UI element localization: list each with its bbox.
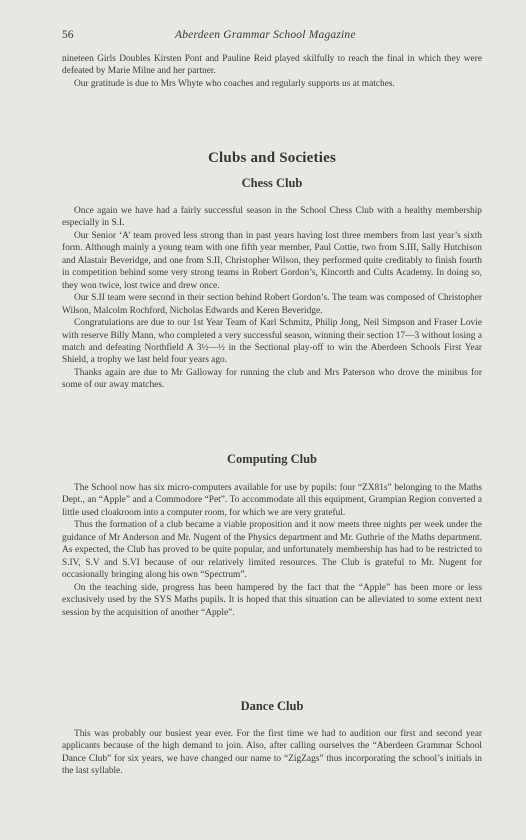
chess-paragraph-5: Thanks again are due to Mr Galloway for running the club and Mrs Paterson who drove the minibus for some of our away matches. — [62, 367, 482, 391]
computing-club-text — [62, 482, 482, 619]
intro-paragraph-1: nineteen Girls Doubles Kirsten Pont and Pauline Reid played skilfully to reach the final in which they were defeated by Marie Milne and her partner. — [62, 54, 482, 77]
chess-paragraph-1: Once again we have had a fairly successful season in the School Chess Club with a healthy membership especially in S.I. — [62, 206, 482, 229]
page-number: 56 — [62, 29, 74, 41]
dance-paragraph-1: This was probably our busiest year ever. For the first time we had to audition our first and second year applicants because of the high demand to join. Also, after calling ourselves the “Aberdeen Grammar School Dance Club” for six years, we have changed our name to “ZigZags” thus incorporating the school’s initials in the last syllable. — [62, 729, 482, 777]
computing-paragraph-1: The School now has six micro-computers available for use by pupils: four “ZX81s” belonging to the Maths Dept., an “Apple” and a Commodore “Pet”. To accommodate all this equipment, Grampian Region converted a little used cloakroom into a computer room, for which we are very grateful. — [62, 483, 482, 518]
chess-paragraph-4: Congratulations are due to our 1st Year Team of Karl Schmitz, Philip Jong, Neil Simpson and Fraser Lovie with reserve Billy Mann, who completed a very successful season, winning their section 17—3 without losing a match and defeating Northfield A 3½—½ in the Sectional play-off to win the Aberdeen Schools First Year Shield, a trophy we last held four years ago. — [62, 318, 482, 366]
dance-club-text — [62, 728, 482, 778]
magazine-page — [62, 0, 482, 840]
dance-club-heading: Dance Club — [240, 699, 304, 713]
chess-paragraph-2: Our Senior ‘A’ team proved less strong than in past years having lost three members from last year’s sixth form. Although mainly a young team with one fifth year member, Paul Cottie, two from S.III, Sally Hutchison and Alastair Beveridge, and one from S.II, Christopher Wilson, they performed quite creditably to finish fourth in competition behind some very strong teams in Robert Gordon’s, Kincorth and Cults Academy. In doing so, they won twice, lost twice and drew once. — [62, 230, 482, 291]
computing-paragraph-2: Thus the formation of a club became a viable proposition and it now meets three nights per week under the guidance of Mr Anderson and Mr. Nugent of the Physics department and Mr. Guthrie of the Maths department. As expected, the Club has proved to be quite popular, and unfortunately membership has had to be restricted to S.IV, S.V and S.VI because of our relatively limited resources. The Club is grateful to Mr. Nugent for occasionally bringing along his own “Spectrum”. — [62, 520, 482, 581]
running-head — [62, 29, 482, 45]
magazine-title: Aberdeen Grammar School Magazine — [175, 29, 356, 41]
intro-text — [62, 53, 482, 90]
chess-paragraph-3: Our S.II team were second in their section behind Robert Gordon’s. The team was composed of Christopher Wilson, Malcolm Rochford, Nicholas Edwards and Keren Beveridge. — [62, 293, 482, 316]
computing-paragraph-3: On the teaching side, progress has been hampered by the fact that the “Apple” has been more or less exclusively used by the SYS Maths pupils. It is hoped that this situation can be alleviated to some extent next session by the acquisition of another “Apple”. — [62, 582, 482, 618]
intro-paragraph-2: Our gratitude is due to Mrs Whyte who coaches and regularly supports us at matches. — [74, 78, 395, 89]
computing-club-heading: Computing Club — [227, 452, 317, 466]
chess-club-heading: Chess Club — [241, 176, 303, 190]
clubs-societies-heading: Clubs and Societies — [208, 150, 336, 166]
chess-club-text — [62, 205, 482, 392]
